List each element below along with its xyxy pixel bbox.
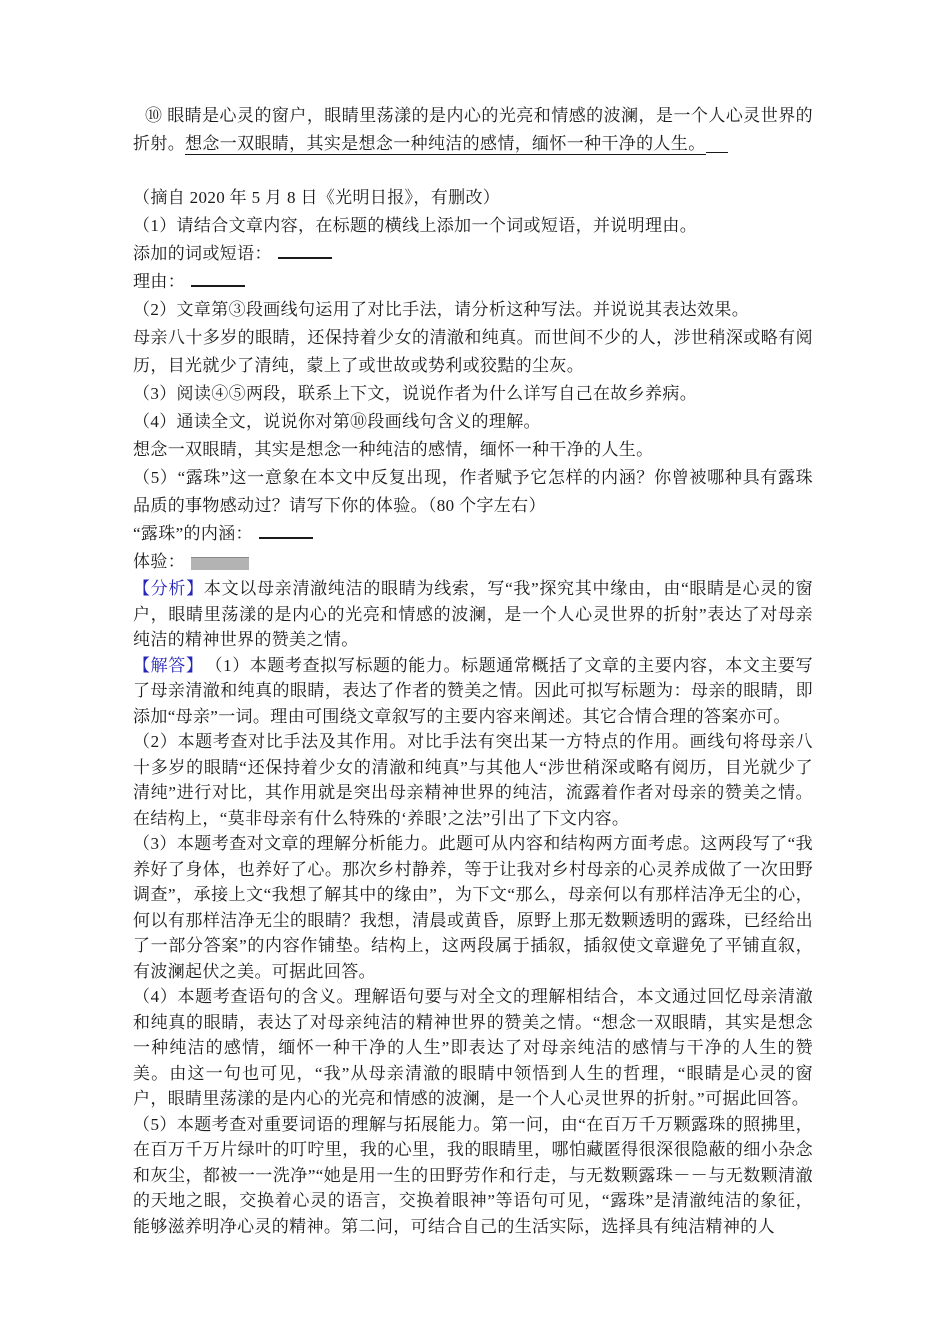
source-attribution: （摘自 2020 年 5 月 8 日《光明日报》，有删改） [133, 188, 501, 207]
word-answer-blank[interactable] [278, 244, 332, 259]
paragraph-10-marker: ⑩ [145, 106, 163, 125]
answer-blank-reason-line [133, 268, 813, 296]
answer-paragraph-1 [133, 653, 813, 730]
paragraph-10-text: 眼睛是心灵的窗户，眼睛里荡漾的是内心的光亮和情感的波澜，是一个人心灵世界的折射。 [133, 106, 813, 153]
underlined-sentence: 想念一双眼睛，其实是想念一种纯洁的感情，缅怀一种干净的人生。 [185, 134, 706, 153]
answer-paragraph-2: （2）本题考查对比手法及其作用。对比手法有突出某一方特点的作用。画线句将母亲八十多岁的眼睛“还保持着少女的清澈和纯真”与其他人“涉世稍深或略有阅历，目光就少了清纯”进行对比，其作用就是突出母亲精神世界的纯洁，流露着作者对母亲的赞美之情。在结构上，“莫非母亲有什么特殊的‘养眼’之法”引出了下文内容。 [133, 732, 813, 828]
document-page [133, 102, 813, 1239]
question-4: （4）通读全文，说说你对第⑩段画线句含义的理解。 [133, 412, 541, 431]
question-4-quote: 想念一双眼睛，其实是想念一种纯洁的感情，缅怀一种干净的人生。 [133, 440, 654, 459]
analysis-answer-section [133, 576, 813, 1239]
reason-answer-blank[interactable] [191, 272, 245, 287]
dew-meaning-label: “露珠”的内涵： [133, 524, 253, 543]
answer-paragraph-4: （4）本题考查语句的含义。理解语句要与对全文的理解相结合，本文通过回忆母亲清澈和纯真的眼睛，表达了对母亲纯洁的精神世界的赞美之情。“想念一双眼睛，其实是想念一种纯洁的感情，缅怀一种干净的人生”即表达了对母亲纯洁的感情与干净的人生的赞美。由这一句也可见，“我”从母亲清澈的眼睛中领悟到人生的哲理，“眼睛是心灵的窗户，眼睛里荡漾的是内心的光亮和情感的波澜，是一个人心灵世界的折射。”可据此回答。 [133, 987, 813, 1108]
answer-blank-word-line [133, 240, 813, 268]
analysis-label: 【分析】 [133, 579, 204, 598]
answer-paragraph-3: （3）本题考查对文章的理解分析能力。此题可从内容和结构两方面考虑。这两段写了“我养好了身体，也养好了心。那次乡村静养，等于让我对乡村母亲的心灵养成做了一次田野调查”，承接上文“我想了解其中的缘由”，为下文“那么，母亲何以有那样洁净无尘的心，何以有那样洁净无尘的眼睛？我想，清晨或黄昏，原野上那无数颗透明的露珠，已经给出了一部分答案”的内容作铺垫。结构上，这两段属于插叙，插叙使文章避免了平铺直叙，有波澜起伏之美。可据此回答。 [133, 834, 813, 981]
experience-blank-line [133, 548, 813, 576]
question-2-quote: 母亲八十多岁的眼睛，还保持着少女的清澈和纯真。而世间不少的人，涉世稍深或略有阅历，目光就少了清纯，蒙上了或世故或势利或狡黠的尘灰。 [133, 328, 813, 375]
question-1: （1）请结合文章内容，在标题的横线上添加一个词或短语，并说明理由。 [133, 216, 698, 235]
answer-label: 【解答】 [133, 655, 204, 675]
experience-label: 体验： [133, 552, 186, 571]
passage-paragraph-10 [133, 102, 813, 158]
question-2: （2）文章第③段画线句运用了对比手法，请分析这种写法。并说说其表达效果。 [133, 300, 750, 319]
question-5: （5）“露珠”这一意象在本文中反复出现，作者赋予它怎样的内涵？你曾被哪种具有露珠品质的事物感动过？请写下你的体验。（80 个字左右） [133, 468, 813, 515]
analysis-text: 本文以母亲清澈纯洁的眼睛为线索，写“我”探究其中缘由，由“眼睛是心灵的窗户，眼睛里荡漾的是内心的光亮和情感的波澜，是一个人心灵世界的折射”表达了对母亲纯洁的精神世界的赞美之情。 [133, 579, 813, 649]
answer-1-text: （1）本题考查拟写标题的能力。标题通常概括了文章的主要内容，本文主要写了母亲清澈和纯真的眼睛，表达了作者的赞美之情。因此可拟写标题为：母亲的眼睛，即添加“母亲”一词。理由可围绕文章叙写的主要内容来阐述。其它合情合理的答案亦可。 [133, 655, 813, 726]
question-3: （3）阅读④⑤两段，联系上下文，说说作者为什么详写自己在故乡养病。 [133, 384, 698, 403]
add-word-label: 添加的词或短语： [133, 244, 272, 263]
answer-paragraph-5: （5）本题考查对重要词语的理解与拓展能力。第一问，由“在百万千万颗露珠的照拂里，在百万千万片绿叶的叮咛里，我的心里，我的眼睛里，哪怕藏匿得很深很隐蔽的细小杂念和灰尘，都被一一洗净”“她是用一生的田野劳作和行走，与无数颗露珠－－与无数颗清澈的天地之眼，交换着心灵的语言，交换着眼神”等语句可见，“露珠”是清澈纯洁的象征，能够滋养明净心灵的精神。第二问，可结合自己的生活实际，选择具有纯洁精神的人 [133, 1114, 813, 1236]
dew-meaning-answer-blank[interactable] [259, 524, 313, 539]
dew-meaning-blank-line [133, 520, 813, 548]
underline-tail [706, 151, 728, 153]
experience-form-field[interactable] [191, 557, 249, 570]
reason-label: 理由： [133, 272, 186, 291]
analysis-paragraph [133, 576, 813, 653]
